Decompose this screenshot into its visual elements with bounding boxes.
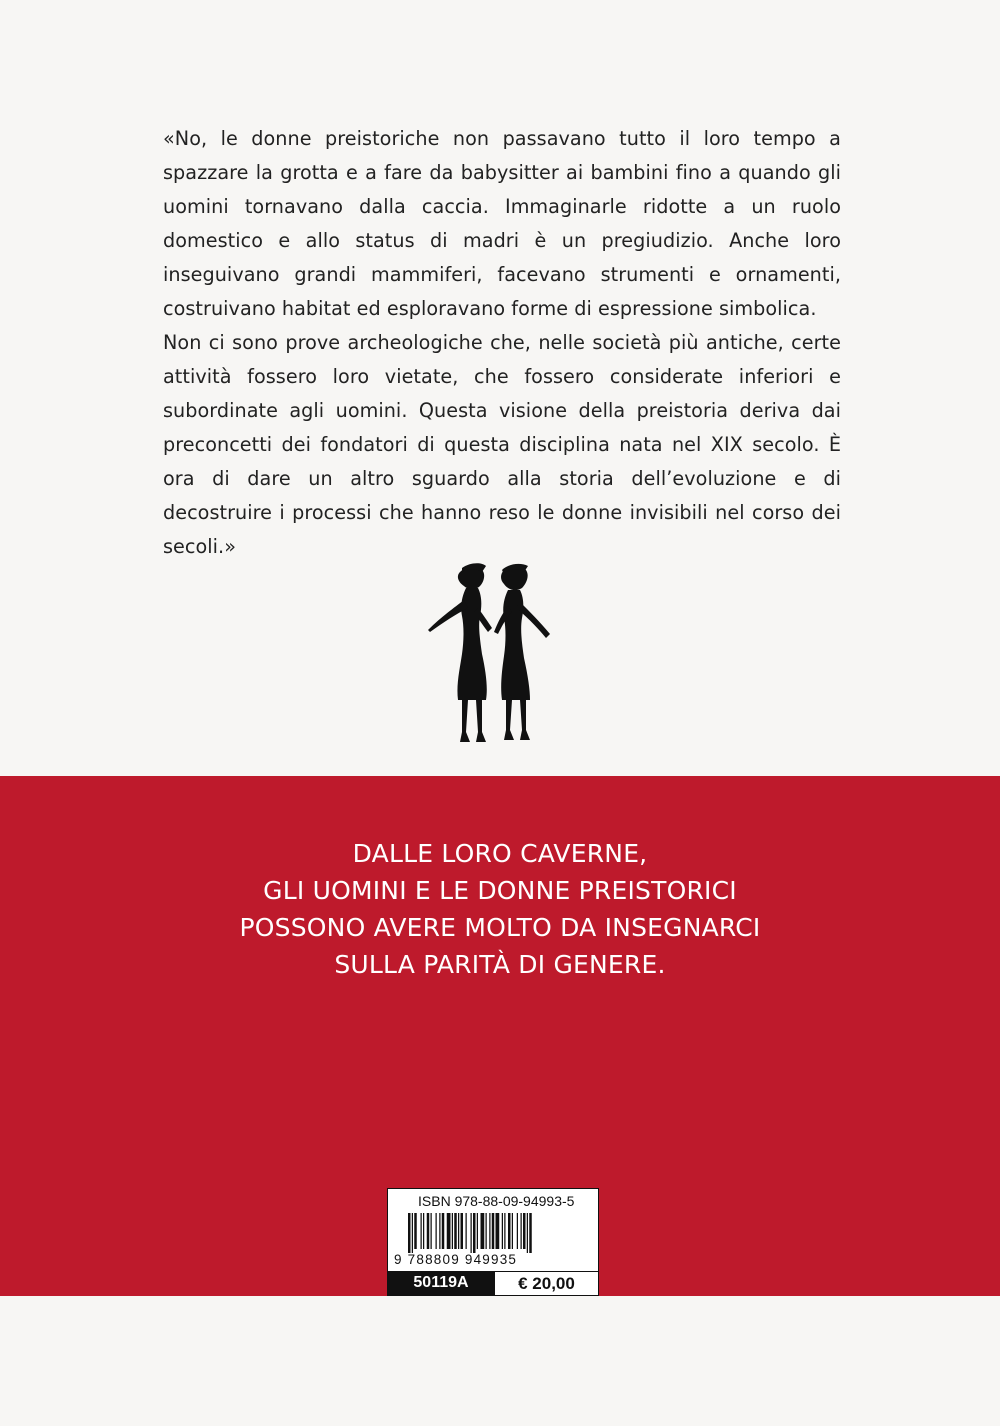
tagline-line-4: SULLA PARITÀ DI GENERE.: [334, 950, 666, 979]
barcode-bar: [496, 1213, 500, 1249]
tagline-line-3: POSSONO AVERE MOLTO DA INSEGNARCI: [239, 913, 761, 942]
barcode-bar: [431, 1213, 432, 1249]
barcode-bar: [492, 1213, 495, 1249]
barcode-bar: [504, 1213, 505, 1249]
product-code: 50119A: [388, 1271, 494, 1295]
barcode-bar: [447, 1213, 451, 1249]
barcode-bar: [523, 1213, 526, 1249]
barcode-bar: [527, 1213, 528, 1253]
barcode-bar: [489, 1213, 490, 1249]
barcode-bar: [461, 1213, 464, 1249]
barcode-bar: [512, 1213, 513, 1249]
barcode-bar: [412, 1213, 413, 1253]
barcode-bar: [452, 1213, 453, 1249]
barcode-bar: [423, 1213, 424, 1249]
barcode-bar: [486, 1213, 487, 1249]
barcode-box: [387, 1188, 599, 1296]
barcode-bar: [442, 1213, 445, 1249]
barcode-bar: [473, 1213, 476, 1253]
barcode-bar: [502, 1213, 503, 1249]
barcode-bar: [408, 1213, 411, 1253]
tagline-line-2: GLI UOMINI E LE DONNE PREISTORICI: [263, 876, 737, 905]
barcode-bar: [421, 1213, 422, 1249]
barcode-bar: [477, 1213, 478, 1249]
tagline: [0, 835, 1000, 983]
barcode-bars: [408, 1213, 584, 1253]
barcode-bar: [529, 1213, 532, 1253]
barcode-bar: [436, 1213, 437, 1249]
barcode-bar: [508, 1213, 511, 1249]
back-cover-blurb: [163, 122, 841, 564]
barcode-bar: [439, 1213, 440, 1249]
barcode-bar: [466, 1213, 467, 1249]
price-label: € 20,00: [494, 1271, 598, 1295]
blurb-paragraph-1: «No, le donne preistoriche non passavano tutto il loro tempo a spazzare la grotta e a fare da babysitter ai bambini fino a quando gli uomini tornavano dalla caccia. Immaginarle ridotte a un ruolo domestico e allo status di madri è un pregiudizio. Anche loro inseguivano grandi mammiferi, facevano strumenti e ornamenti, costruivano habitat ed esploravano forme di espressione simbolica.: [163, 127, 841, 320]
barcode-bar: [414, 1213, 417, 1249]
blurb-paragraph-2: Non ci sono prove archeologiche che, nelle società più antiche, certe attività fossero loro vietate, che fossero considerate inferiori e subordinate agli uomini. Questa visione della preistoria deriva dai preconcetti dei fondatori di questa disciplina nata nel XIX secolo. È ora di dare un altro sguardo alla storia dell’evoluzione e di decostruire i processi che hanno reso le donne invisibili nel corso dei secoli.»: [163, 331, 841, 558]
isbn-label: ISBN 978-88-09-94993-5: [418, 1193, 575, 1209]
barcode-bar: [471, 1213, 472, 1253]
barcode-bar: [481, 1213, 485, 1249]
barcode-bar: [521, 1213, 522, 1249]
tagline-line-1: DALLE LORO CAVERNE,: [352, 839, 648, 868]
two-women-figure-icon: [422, 560, 562, 745]
barcode-bar: [517, 1213, 518, 1249]
barcode-bar: [458, 1213, 459, 1249]
ean-digits: 9 788809 949935: [394, 1252, 518, 1267]
barcode-bar: [427, 1213, 430, 1249]
barcode-bar: [454, 1213, 457, 1249]
